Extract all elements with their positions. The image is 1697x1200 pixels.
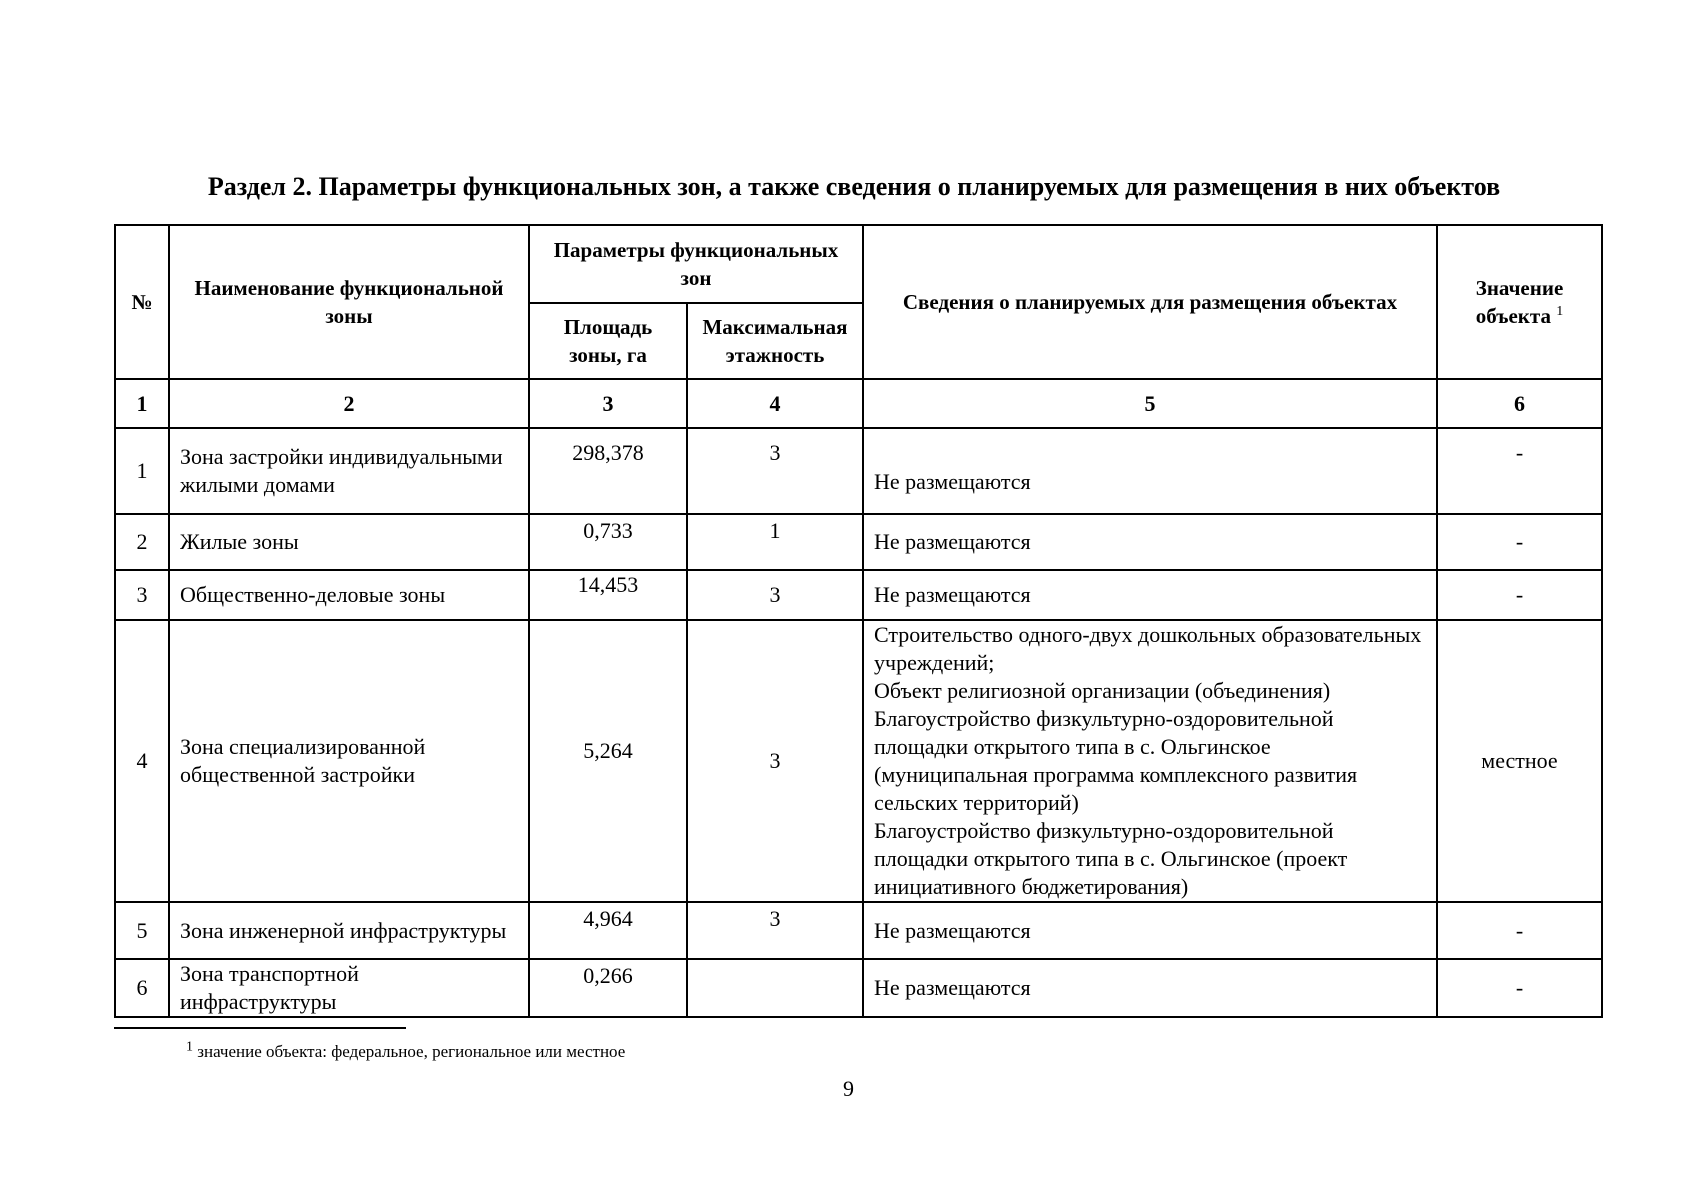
footnote-text: значение объекта: федеральное, региональное или местное: [197, 1042, 626, 1061]
row-number: 4: [115, 620, 169, 902]
planned-objects: Не размещаются: [863, 514, 1437, 570]
planned-objects: Не размещаются: [863, 902, 1437, 959]
zone-area: 0,266: [529, 959, 687, 1017]
table-row: [115, 959, 1602, 1017]
zone-name: Зона транспортной инфраструктуры: [169, 959, 529, 1017]
header-number: №: [115, 225, 169, 379]
header-object-significance-label: Значение объекта: [1475, 276, 1564, 328]
object-significance: -: [1437, 902, 1602, 959]
object-significance: местное: [1437, 620, 1602, 902]
column-number: 6: [1437, 379, 1602, 428]
footnote: [186, 1040, 625, 1064]
footnote-divider: [114, 1027, 406, 1029]
header-params-group: Параметры функциональных зон: [529, 225, 863, 303]
zone-max-floors: [687, 959, 863, 1017]
planned-objects: Не размещаются: [863, 570, 1437, 620]
column-number: 3: [529, 379, 687, 428]
object-significance: -: [1437, 570, 1602, 620]
table-row: [115, 428, 1602, 514]
zone-area: 298,378: [529, 428, 687, 514]
zone-name: Жилые зоны: [169, 514, 529, 570]
header-object-significance: [1437, 225, 1602, 379]
zone-max-floors: 3: [687, 570, 863, 620]
page-title: Раздел 2. Параметры функциональных зон, а также сведения о планируемых для размещения в них объектов: [207, 172, 1501, 201]
table-row: [115, 514, 1602, 570]
row-number: 1: [115, 428, 169, 514]
zone-name: Зона застройки индивидуальными жилыми домами: [169, 428, 529, 514]
table-row: [115, 620, 1602, 902]
header-zone-name: Наименование функциональной зоны: [169, 225, 529, 379]
column-number: 5: [863, 379, 1437, 428]
planned-objects: Строительство одного-двух дошкольных образовательных учреждений; Объект религиозной организации (объединения) Благоустройство физкультурно-оздоровительной площадки открытого типа в с. Ольгинское (муниципальная программа комплексного развития сельских территорий) Благоустройство физкультурно-оздоровительной площадки открытого типа в с. Ольгинское (проект инициативного бюджетирования): [863, 620, 1437, 902]
header-max-floors: Максимальная этажность: [687, 303, 863, 379]
page-number: 9: [843, 1076, 854, 1101]
object-significance: -: [1437, 959, 1602, 1017]
zone-name: Общественно-деловые зоны: [169, 570, 529, 620]
zone-max-floors: 1: [687, 514, 863, 570]
row-number: 3: [115, 570, 169, 620]
zone-area: 4,964: [529, 902, 687, 959]
header-planned-objects: Сведения о планируемых для размещения объектах: [863, 225, 1437, 379]
footnote-reference: 1: [1556, 304, 1564, 319]
footnote-mark: 1: [186, 1039, 193, 1055]
zone-max-floors: 3: [687, 620, 863, 902]
object-significance: -: [1437, 428, 1602, 514]
table-row: [115, 902, 1602, 959]
zone-area: 5,264: [529, 620, 687, 902]
zone-area: 0,733: [529, 514, 687, 570]
zone-name: Зона инженерной инфраструктуры: [169, 902, 529, 959]
row-number: 5: [115, 902, 169, 959]
column-number: 4: [687, 379, 863, 428]
column-number: 2: [169, 379, 529, 428]
zone-max-floors: 3: [687, 902, 863, 959]
zone-area: 14,453: [529, 570, 687, 620]
row-number: 2: [115, 514, 169, 570]
table-row: [115, 570, 1602, 620]
row-number: 6: [115, 959, 169, 1017]
header-area: Площадь зоны, га: [529, 303, 687, 379]
column-numbers-row: [115, 379, 1602, 428]
zone-max-floors: 3: [687, 428, 863, 514]
planned-objects: Не размещаются: [863, 428, 1437, 514]
planned-objects: Не размещаются: [863, 959, 1437, 1017]
functional-zones-table: [114, 224, 1603, 1018]
zone-name: Зона специализированной общественной застройки: [169, 620, 529, 902]
column-number: 1: [115, 379, 169, 428]
object-significance: -: [1437, 514, 1602, 570]
